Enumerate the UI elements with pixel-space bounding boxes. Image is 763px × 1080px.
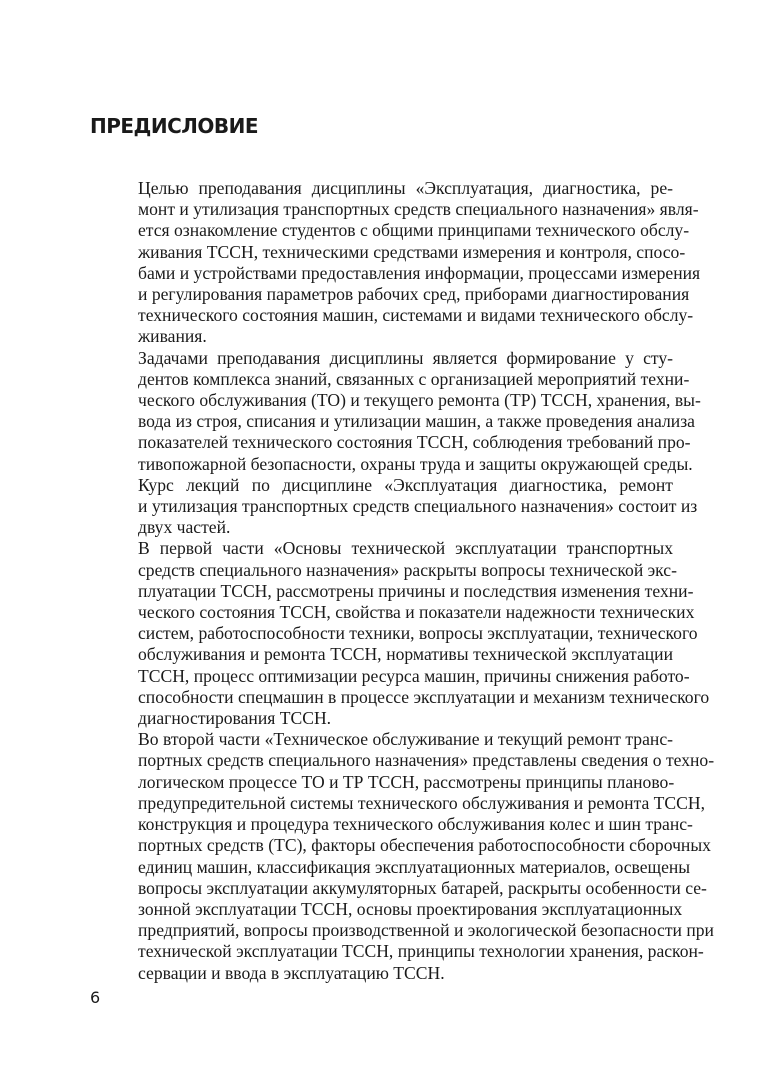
text-line: ческого состояния ТССН, свойства и показатели надежности технических bbox=[138, 602, 695, 623]
text-line: бами и устройствами предоставления информации, процессами измерения bbox=[138, 262, 701, 283]
paragraph-part-two bbox=[90, 729, 715, 983]
text-line: В первой части «Основы технической эксплуатации транспортных bbox=[138, 538, 673, 559]
text-line: Задачами преподавания дисциплины является формирование у сту- bbox=[138, 347, 673, 368]
text-line: логическом процессе ТО и ТР ТССН, рассмотрены принципы планово- bbox=[138, 771, 675, 792]
text-line: показателей технического состояния ТССН, соблюдения требований про- bbox=[138, 432, 691, 453]
text-line: предприятий, вопросы производственной и экологической безопасности при bbox=[138, 920, 714, 941]
text-line: зонной эксплуатации ТССН, основы проектирования эксплуатационных bbox=[138, 898, 683, 919]
text-line: систем, работоспособности техники, вопросы эксплуатации, технического bbox=[138, 623, 698, 644]
text-line: обслуживания и ремонта ТССН, нормативы технической эксплуатации bbox=[138, 644, 673, 665]
text-line: тивопожарной безопасности, охраны труда и защиты окружающей среды. bbox=[138, 453, 693, 474]
page-number: 6 bbox=[90, 988, 101, 1007]
text-line: портных средств (ТС), факторы обеспечения работоспособности сборочных bbox=[138, 835, 711, 856]
body-text bbox=[90, 178, 715, 984]
text-line: вода из строя, списания и утилизации машин, а также проведения анализа bbox=[138, 411, 695, 432]
paragraph-course bbox=[90, 474, 698, 539]
text-line: портных средств специального назначения» представлены сведения о техно- bbox=[138, 750, 715, 771]
text-line: единиц машин, классификация эксплуатационных материалов, освещены bbox=[138, 856, 691, 877]
text-line: способности спецмашин в процессе эксплуатации и механизм технического bbox=[138, 686, 710, 707]
text-line: и регулирования параметров рабочих сред, приборами диагностирования bbox=[138, 284, 690, 305]
text-line: двух частей. bbox=[138, 517, 231, 538]
paragraph-tasks bbox=[90, 347, 701, 475]
text-line: дентов комплекса знаний, связанных с организацией мероприятий техни- bbox=[138, 368, 690, 389]
text-line: живания. bbox=[138, 326, 207, 347]
paragraph-goal bbox=[90, 178, 701, 348]
text-line: ется ознакомление студентов с общими принципами технического обслу- bbox=[138, 220, 690, 241]
page-title: ПРЕДИСЛОВИЕ bbox=[90, 114, 259, 138]
text-line: средств специального назначения» раскрыты вопросы технической экс- bbox=[138, 559, 677, 580]
text-line: живания ТССН, техническими средствами измерения и контроля, спосо- bbox=[138, 241, 686, 262]
text-line: Целью преподавания дисциплины «Эксплуатация, диагностика, ре- bbox=[138, 178, 673, 198]
text-line: ТССН, процесс оптимизации ресурса машин, причины снижения работо- bbox=[138, 665, 690, 686]
text-line: и утилизация транспортных средств специального назначения» состоит из bbox=[138, 496, 698, 517]
text-line: вопросы эксплуатации аккумуляторных батарей, раскрыты особенности се- bbox=[138, 877, 707, 898]
text-line: Курс лекций по дисциплине «Эксплуатация диагностика, ремонт bbox=[138, 474, 673, 495]
text-line: технической эксплуатации ТССН, принципы технологии хранения, раскон- bbox=[138, 941, 704, 962]
text-line: диагностирования ТССН. bbox=[138, 708, 332, 729]
text-line: предупредительной системы технического обслуживания и ремонта ТССН, bbox=[138, 792, 706, 813]
text-line: технического состояния машин, системами и видами технического обслу- bbox=[138, 305, 694, 326]
text-line: монт и утилизация транспортных средств специального назначения» явля- bbox=[138, 199, 699, 220]
text-line: сервации и ввода в эксплуатацию ТССН. bbox=[138, 962, 445, 983]
text-line: плуатации ТССН, рассмотрены причины и последствия изменения техни- bbox=[138, 580, 694, 601]
paragraph-part-one bbox=[90, 538, 710, 729]
text-line: ческого обслуживания (ТО) и текущего ремонта (ТР) ТССН, хранения, вы- bbox=[138, 390, 701, 411]
text-line: конструкция и процедура технического обслуживания колес и шин транс- bbox=[138, 814, 693, 835]
text-line: Во второй части «Техническое обслуживание и текущий ремонт транс- bbox=[138, 729, 673, 750]
